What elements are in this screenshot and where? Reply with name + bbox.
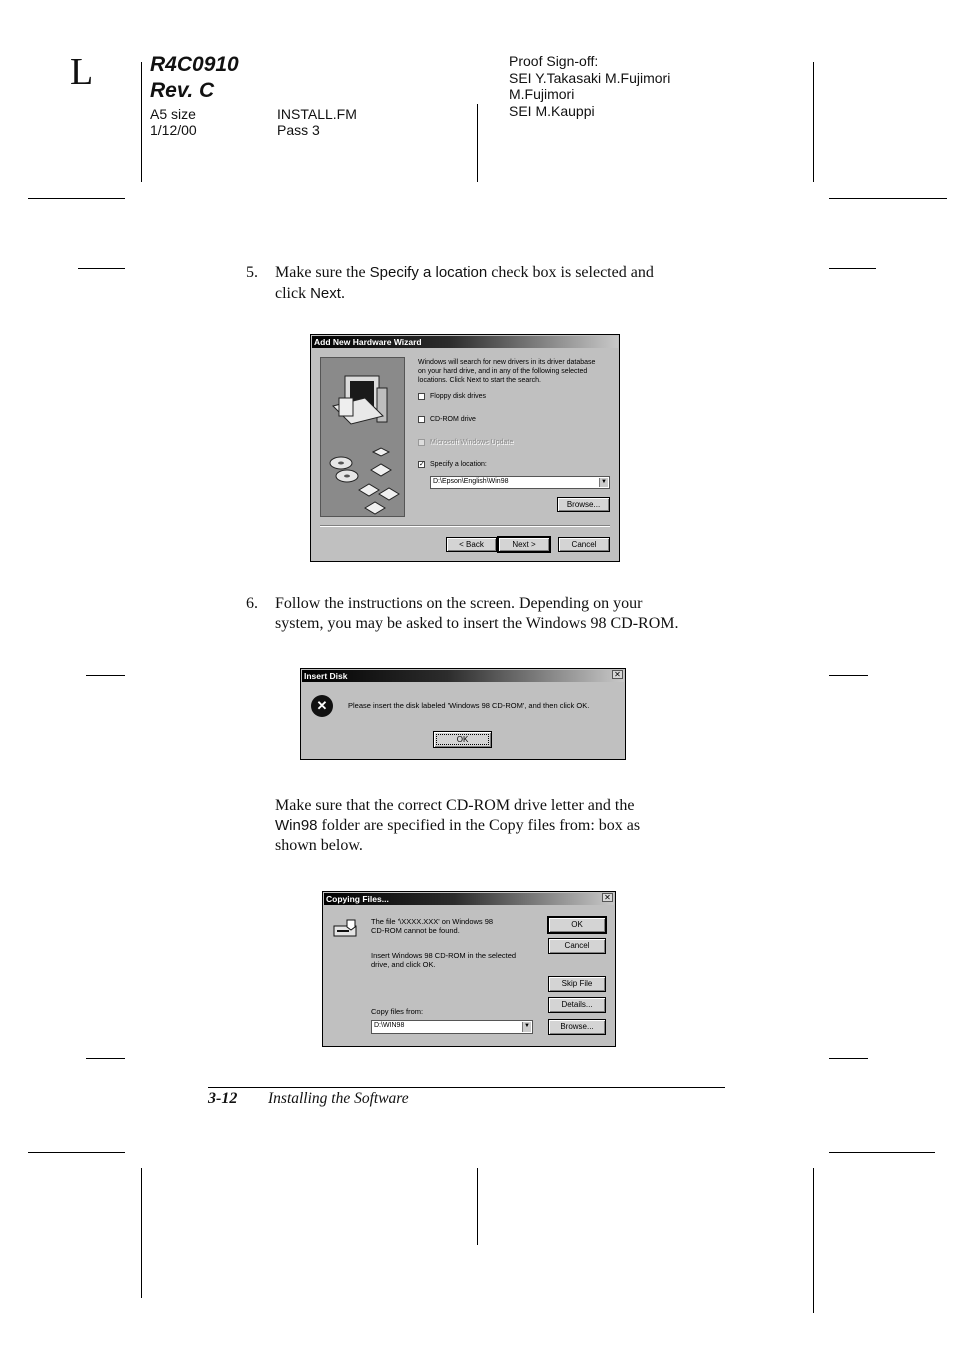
dialog-titlebar: Add New Hardware Wizard [312, 336, 618, 348]
footer-title: Installing the Software [268, 1090, 409, 1107]
step-text: Make sure the [275, 264, 370, 281]
para-line [275, 816, 640, 837]
ui-term: Win98 [275, 817, 318, 834]
ok-button[interactable]: OK [433, 731, 492, 748]
dropdown-arrow-icon[interactable]: ▼ [522, 1022, 531, 1032]
step-text: click [275, 284, 311, 302]
next-button[interactable]: Next > [498, 537, 550, 552]
skip-file-button[interactable]: Skip File [548, 976, 606, 992]
step-5-text [275, 263, 735, 304]
ok-button[interactable]: OK [548, 917, 606, 933]
cdrom-checkbox[interactable] [418, 416, 425, 423]
error-icon: ✕ [311, 695, 333, 717]
step-number: 5. [246, 264, 258, 281]
copying-message: Insert Windows 98 CD-ROM in the selected [371, 951, 517, 960]
floppy-label: Floppy disk drives [430, 393, 487, 400]
dialog-titlebar: Insert Disk [302, 670, 624, 682]
cancel-button[interactable]: Cancel [558, 537, 610, 552]
divider [320, 525, 610, 527]
step-text: . [340, 284, 345, 302]
location-combo[interactable] [430, 476, 610, 489]
file-name: INSTALL.FM [277, 106, 357, 122]
page-number: 3-12 [208, 1090, 238, 1107]
browse-button[interactable]: Browse... [548, 1019, 606, 1035]
copying-message: CD-ROM cannot be found. [371, 926, 460, 935]
close-icon[interactable]: ✕ [612, 670, 623, 679]
step-text: check box is selected and [487, 264, 654, 281]
model-code: R4C0910 [150, 53, 239, 76]
copying-message: The file '\XXXX.XXX' on Windows 98 [371, 917, 494, 926]
pass-number: Pass 3 [277, 122, 320, 138]
floppy-checkbox[interactable] [418, 393, 425, 400]
wizard-illustration [320, 357, 405, 517]
cancel-button[interactable]: Cancel [548, 938, 606, 954]
signoff-title: Proof Sign-off: [509, 53, 599, 69]
para-line: Make sure that the correct CD-ROM drive letter and the [275, 797, 635, 814]
windows-update-checkbox[interactable] [418, 439, 425, 446]
cdrom-label: CD-ROM drive [430, 416, 476, 423]
step-number: 6. [246, 595, 258, 612]
browse-button[interactable]: Browse... [557, 497, 610, 512]
copying-message: drive, and click OK. [371, 960, 436, 969]
insert-disk-message: Please insert the disk labeled 'Windows 98 CD-ROM', and then click OK. [348, 701, 590, 710]
wizard-intro: Windows will search for new drivers in its driver database [418, 359, 596, 366]
windows-update-label: Microsoft Windows Update [430, 439, 514, 446]
para-line: shown below. [275, 837, 363, 854]
copy-from-label: Copy files from: [371, 1007, 424, 1016]
hardware-wizard-dialog [310, 334, 620, 562]
computer-cd-icon [321, 358, 404, 516]
copy-from-value: D:\WIN98 [374, 1022, 405, 1029]
wizard-intro: locations. Click Next to start the search. [418, 377, 541, 384]
dropdown-arrow-icon[interactable]: ▼ [599, 478, 608, 487]
wizard-intro: on your hard drive, and in any of the following selected [418, 368, 588, 375]
back-button[interactable]: < Back [446, 537, 497, 552]
para-text: folder are specified in the Copy files from: box as [317, 817, 641, 834]
insert-disk-dialog [300, 668, 626, 760]
signoff-line: SEI M.Kauppi [509, 103, 595, 119]
specify-location-checkbox[interactable]: ✓ [419, 461, 425, 468]
specify-location-label: Specify a location: [430, 461, 487, 468]
copying-files-dialog [322, 891, 616, 1047]
side-letter: L [70, 51, 94, 93]
copy-from-combo[interactable] [371, 1020, 533, 1034]
header-date: 1/12/00 [150, 122, 197, 138]
footer-rule [208, 1087, 725, 1088]
ui-term: Next [310, 284, 341, 302]
dialog-titlebar: Copying Files... [324, 893, 614, 905]
ui-term: Specify a location [369, 264, 488, 281]
step-6-line: system, you may be asked to insert the Windows 98 CD-ROM. [275, 615, 679, 632]
details-button[interactable]: Details... [548, 997, 606, 1013]
revision: Rev. C [150, 79, 215, 102]
close-icon[interactable]: ✕ [602, 893, 613, 902]
page-size: A5 size [150, 106, 196, 122]
signoff-line: SEI Y.Takasaki M.Fujimori [509, 70, 671, 86]
location-value: D:\Epson\English\Win98 [433, 478, 509, 485]
disk-drive-icon [333, 918, 359, 940]
step-6-line: Follow the instructions on the screen. Depending on your [275, 595, 643, 612]
signoff-line: M.Fujimori [509, 86, 575, 102]
